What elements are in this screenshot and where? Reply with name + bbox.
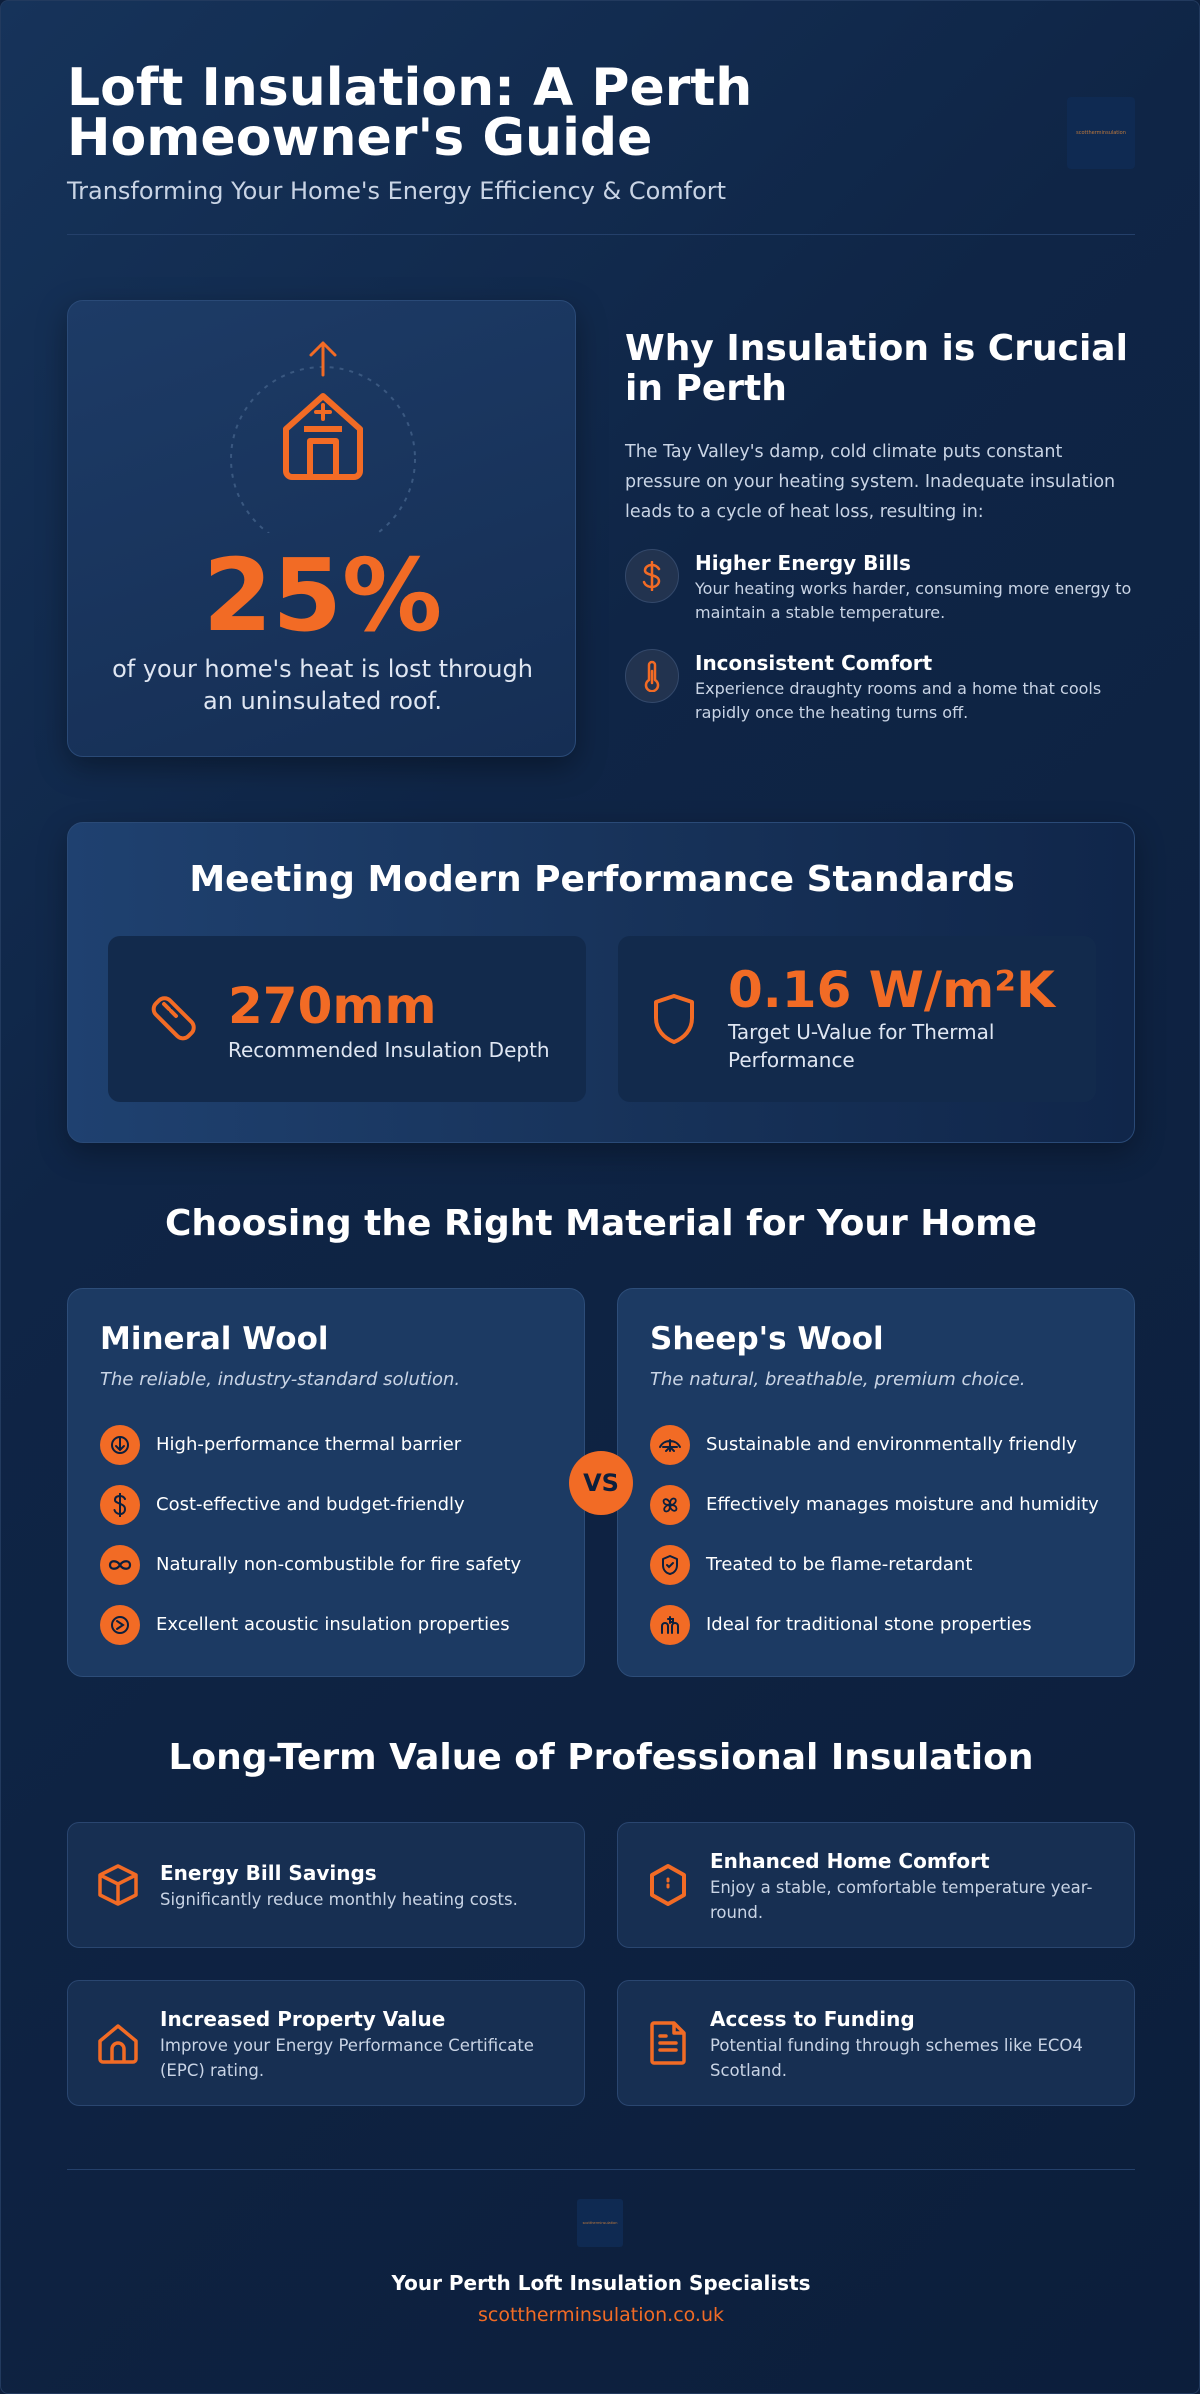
value-card-home-comfort — [617, 1822, 1135, 1948]
value-card-desc: Improve your Energy Performance Certificate (EPC) rating. — [160, 2036, 534, 2080]
material-card-sheeps-wool — [617, 1288, 1135, 1677]
standard-value: 0.16 W/m²K — [728, 961, 1055, 1019]
material-feature-text: Excellent acoustic insulation properties — [156, 1614, 510, 1635]
why-item-desc: Your heating works harder, consuming more energy to maintain a stable temperature. — [695, 579, 1132, 622]
standard-u-value — [618, 936, 1096, 1102]
footer-tagline: Your Perth Loft Insulation Specialists — [391, 2271, 811, 2295]
document-icon — [644, 2019, 692, 2067]
footer-logo-text: scottherminsulation — [582, 2221, 618, 2225]
shield-icon — [652, 992, 696, 1050]
material-feature — [100, 1485, 570, 1525]
material-feature-text: Effectively manages moisture and humidity — [706, 1494, 1099, 1515]
page-title: Loft Insulation: A Perth Homeowner's Guide — [67, 58, 753, 168]
dollar-icon — [100, 1485, 140, 1525]
why-item-title: Higher Energy Bills — [695, 551, 911, 575]
value-card-energy-savings — [67, 1822, 585, 1948]
stat-caption: of your home's heat is lost through an uninsulated roof. — [112, 655, 533, 715]
material-card-mineral-wool — [67, 1288, 585, 1677]
ruler-icon — [142, 988, 204, 1054]
material-feature-text: Sustainable and environmentally friendly — [706, 1434, 1077, 1455]
material-subtitle: The reliable, industry-standard solution. — [100, 1369, 461, 1390]
value-card-title: Access to Funding — [710, 2007, 915, 2031]
materials-title: Choosing the Right Material for Your Home — [164, 1203, 1038, 1244]
material-feature — [650, 1485, 1120, 1525]
value-card-desc: Significantly reduce monthly heating costs. — [160, 1890, 518, 1909]
material-feature-text: Ideal for traditional stone properties — [706, 1614, 1032, 1635]
value-card-title: Energy Bill Savings — [160, 1861, 377, 1885]
value-card-title: Increased Property Value — [160, 2007, 446, 2031]
value-card-property-value — [67, 1980, 585, 2106]
vs-badge: VS — [569, 1451, 633, 1515]
material-feature-text: High-performance thermal barrier — [156, 1434, 462, 1455]
material-feature — [650, 1605, 1120, 1645]
material-feature — [100, 1545, 570, 1585]
house-heat-loss-icon — [228, 321, 418, 533]
value-title: Long-Term Value of Professional Insulation — [168, 1737, 1034, 1778]
stat-value: 25% — [202, 537, 443, 654]
shield-check-icon — [650, 1545, 690, 1585]
header-logo[interactable] — [1067, 97, 1135, 169]
value-card-desc: Potential funding through schemes like ECO4 Scotland. — [710, 2036, 1083, 2080]
standards-title: Meeting Modern Performance Standards — [189, 859, 1015, 900]
material-feature — [650, 1425, 1120, 1465]
standard-insulation-depth — [108, 936, 586, 1102]
material-feature — [650, 1545, 1120, 1585]
home-icon — [94, 2019, 142, 2067]
thermal-barrier-icon — [100, 1425, 140, 1465]
standards-panel — [67, 822, 1135, 1143]
stone-house-icon — [650, 1605, 690, 1645]
value-card-funding — [617, 1980, 1135, 2106]
material-feature-text: Treated to be flame-retardant — [706, 1554, 973, 1575]
stat-card — [67, 300, 576, 757]
header — [67, 58, 1135, 205]
standard-value: 270mm — [228, 977, 437, 1035]
hexagon-icon — [644, 1861, 692, 1909]
header-logo-text: scottherminsulation — [1076, 130, 1126, 136]
value-card-title: Enhanced Home Comfort — [710, 1849, 990, 1873]
material-feature — [100, 1605, 570, 1645]
why-section — [625, 328, 1135, 722]
why-title: Why Insulation is Crucial in Perth — [625, 328, 1128, 409]
value-card-desc: Enjoy a stable, comfortable temperature year-round. — [710, 1878, 1093, 1922]
infinity-icon — [100, 1545, 140, 1585]
standard-label: Recommended Insulation Depth — [228, 1038, 550, 1062]
standard-label: Target U-Value for Thermal Performance — [728, 1020, 995, 1072]
material-feature-text: Cost-effective and budget-friendly — [156, 1494, 465, 1515]
fan-icon — [650, 1485, 690, 1525]
leaf-icon — [650, 1425, 690, 1465]
why-item-title: Inconsistent Comfort — [695, 651, 933, 675]
material-title: Mineral Wool — [100, 1321, 329, 1357]
material-feature-text: Naturally non-combustible for fire safety — [156, 1554, 522, 1575]
acoustic-icon — [100, 1605, 140, 1645]
page-subtitle: Transforming Your Home's Energy Efficiency & Comfort — [67, 177, 727, 205]
box-icon — [94, 1861, 142, 1909]
header-divider — [67, 234, 1135, 235]
why-item-desc: Experience draughty rooms and a home that cools rapidly once the heating turns off. — [695, 679, 1102, 722]
dollar-icon — [625, 549, 679, 603]
material-feature — [100, 1425, 570, 1465]
material-subtitle: The natural, breathable, premium choice. — [650, 1369, 1026, 1390]
why-text: The Tay Valley's damp, cold climate puts constant pressure on your heating system. Inadequate insulation leads to a cycle of heat loss, resulting in: — [625, 442, 1116, 522]
footer-logo[interactable] — [577, 2199, 623, 2247]
footer-website-link[interactable]: scottherminsulation.co.uk — [477, 2304, 725, 2326]
footer-divider — [67, 2169, 1135, 2170]
thermometer-icon — [625, 649, 679, 703]
material-title: Sheep's Wool — [650, 1321, 884, 1357]
